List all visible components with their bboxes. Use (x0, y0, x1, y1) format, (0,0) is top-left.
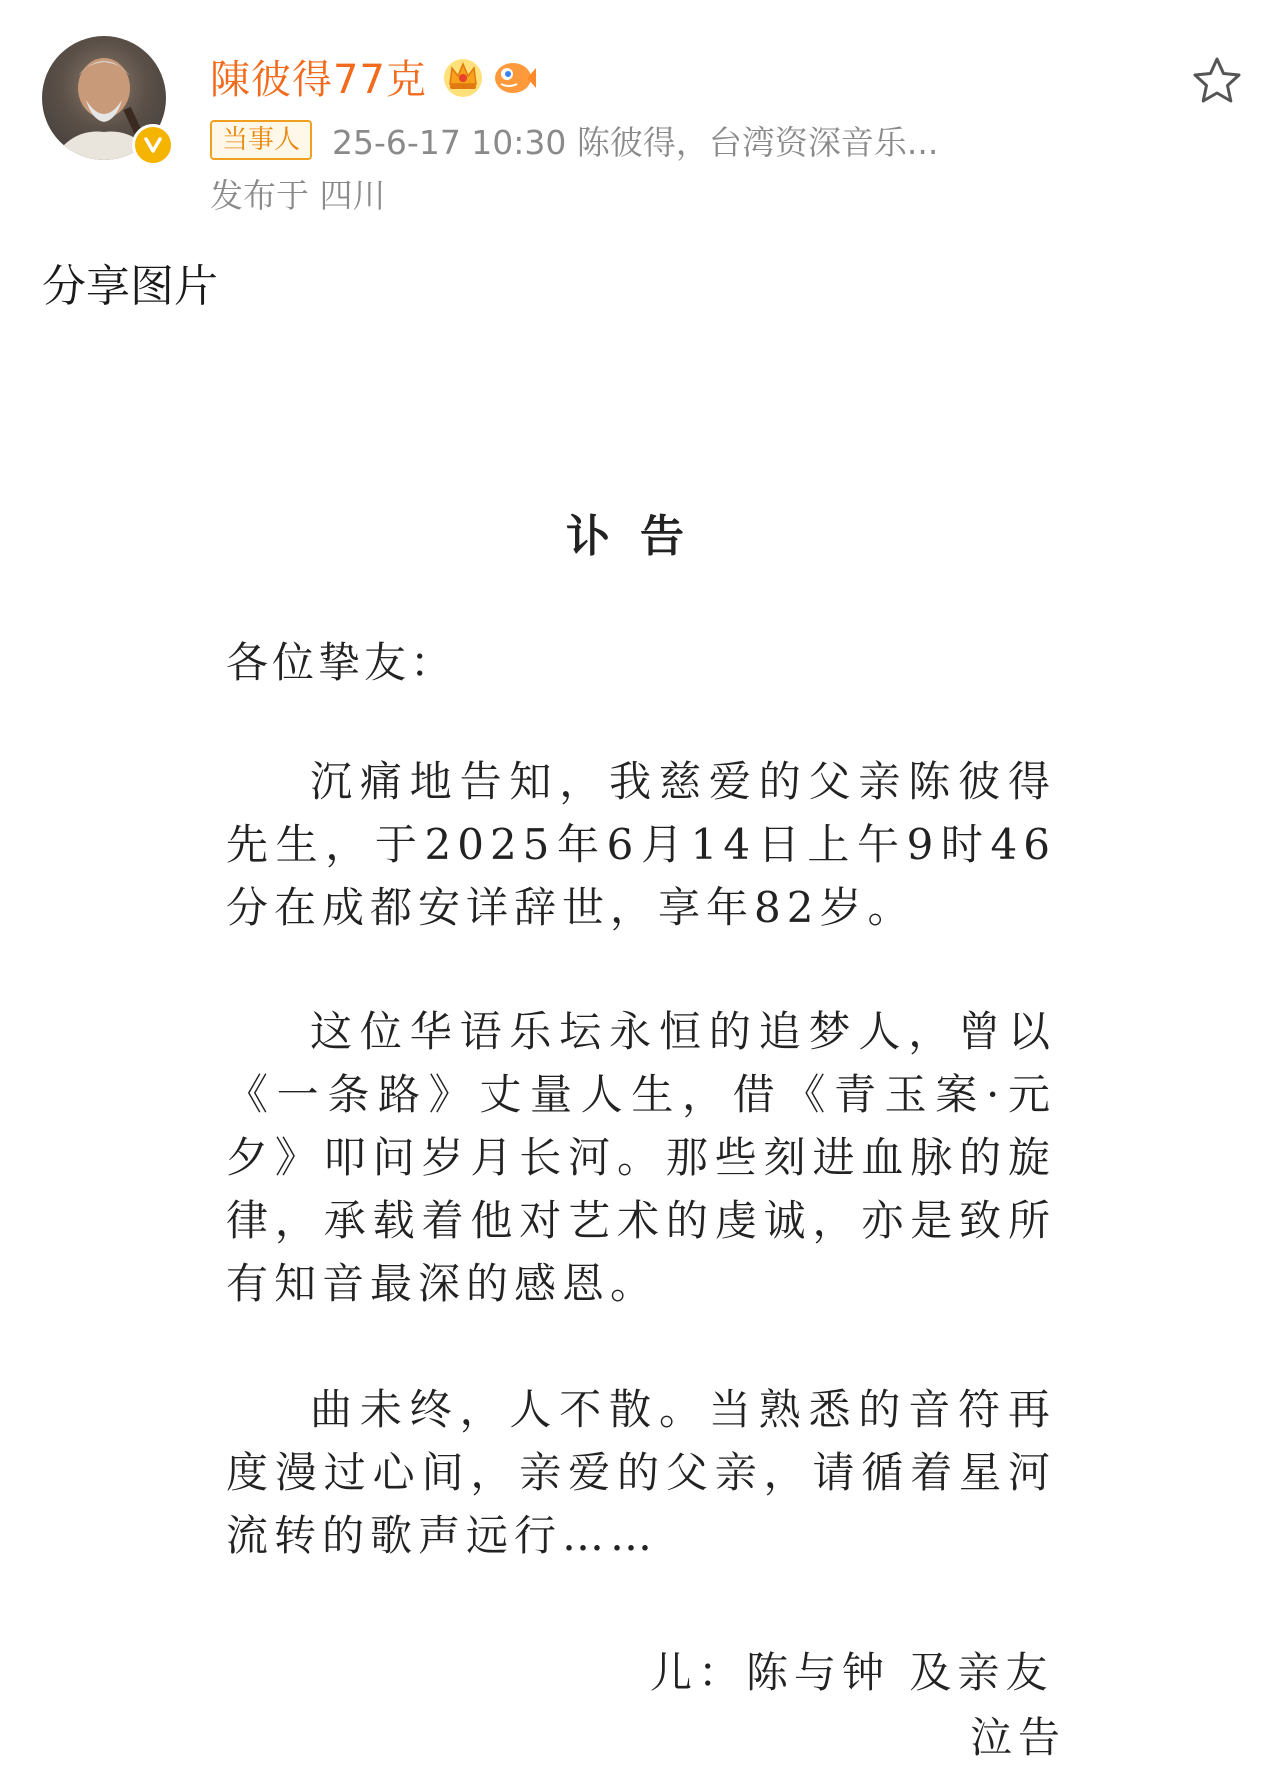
post-text: 分享图片 (42, 261, 218, 312)
notice-paragraph: 沉痛地告知，我慈爱的父亲陈彼得先生，于2025年6月14日上午9时46分在成都安详辞世，享年82岁。 (226, 757, 1056, 932)
notice-signature-tail: 泣告 (970, 1713, 1067, 1762)
star-icon[interactable] (1190, 54, 1244, 108)
notice-paragraph: 曲未终，人不散。当熟悉的音符再度漫过心间，亲爱的父亲，请循着星河流转的歌声远行…… (226, 1385, 1056, 1560)
notice-signature: 儿：陈与钟 及亲友 (650, 1648, 1054, 1697)
avatar[interactable] (42, 36, 166, 160)
obituary-image[interactable] (0, 400, 1280, 1762)
crown-icon[interactable] (441, 54, 485, 98)
status-badge[interactable]: 当事人 (210, 120, 312, 160)
fish-icon[interactable] (491, 54, 537, 98)
notice-salutation: 各位挚友： (226, 638, 457, 687)
username-row (210, 46, 537, 106)
post-header (0, 0, 1280, 230)
post-location: 发布于 四川 (210, 176, 386, 215)
notice-title: 讣告 (566, 511, 714, 562)
username[interactable]: 陳彼得77克 (210, 56, 427, 103)
post-meta: 25-6-17 10:30 陈彼得，台湾资深音乐... (332, 122, 939, 162)
notice-paragraph: 这位华语乐坛永恒的追梦人，曾以《一条路》丈量人生，借《青玉案·元夕》叩问岁月长河。那些刻进血脉的旋律，承载着他对艺术的虔诚，亦是致所有知音最深的感恩。 (226, 1007, 1056, 1308)
meta-row (210, 118, 938, 162)
verified-badge-icon (132, 124, 174, 166)
